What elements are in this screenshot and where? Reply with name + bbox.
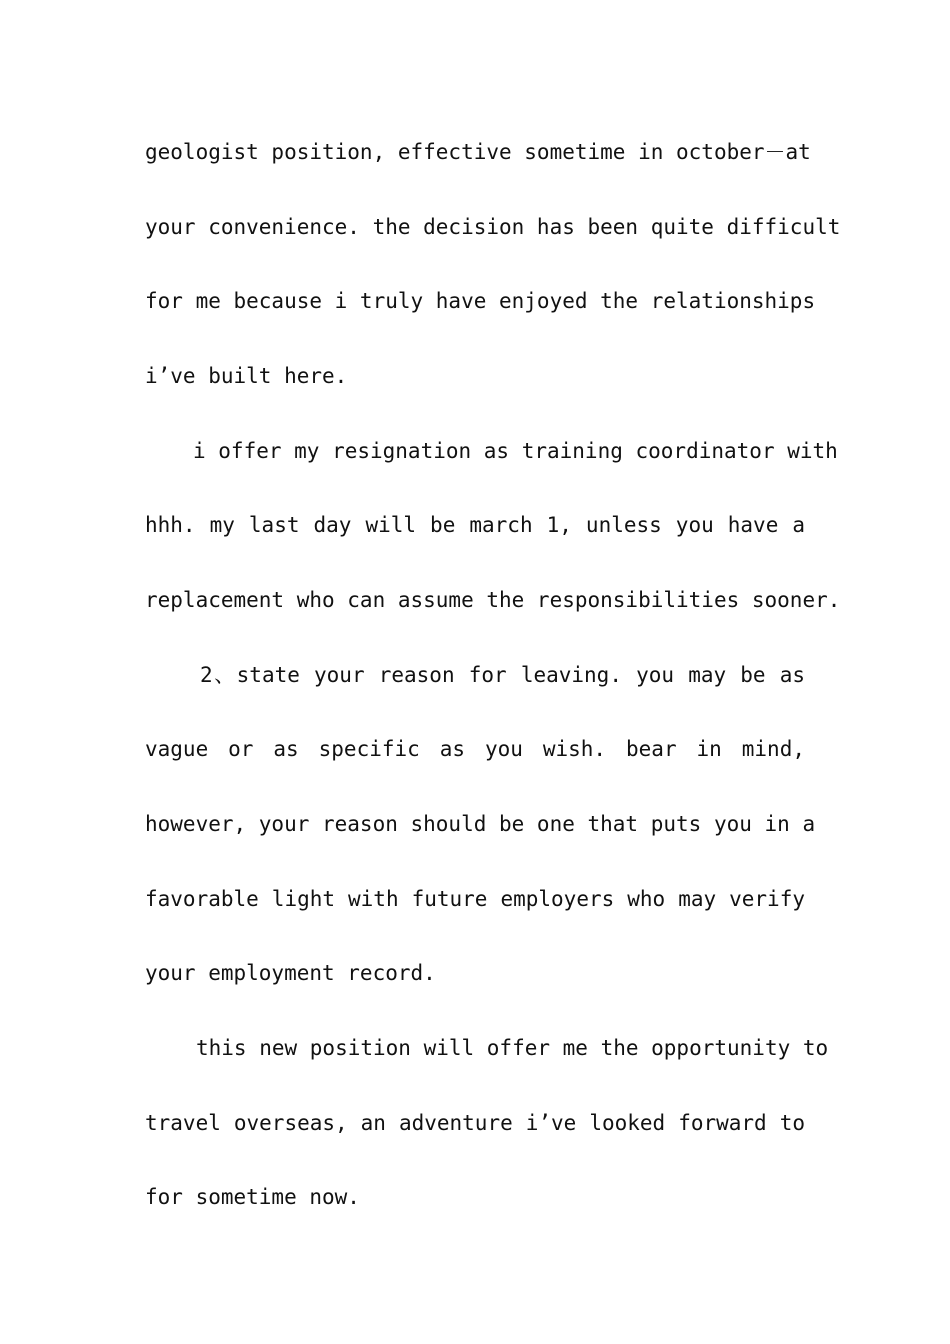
text-line: favorable light with future employers who may verify bbox=[145, 887, 805, 911]
numbered-item-line: 2、state your reason for leaving. you may be as bbox=[200, 663, 805, 687]
text-line: your convenience. the decision has been quite difficult bbox=[145, 215, 841, 239]
text-line: vague or as specific as you wish. bear in mind, bbox=[145, 737, 805, 761]
paragraph-first-line: i offer my resignation as training coordinator with bbox=[193, 439, 838, 463]
text-line: your employment record. bbox=[145, 961, 436, 985]
text-line: however, your reason should be one that puts you in a bbox=[145, 812, 816, 836]
text-line: geologist position, effective sometime in october－at bbox=[145, 140, 811, 164]
text-line: for me because i truly have enjoyed the relationships bbox=[145, 289, 816, 313]
text-line: replacement who can assume the responsibilities sooner. bbox=[145, 588, 841, 612]
text-line: hhh. my last day will be march 1, unless you have a bbox=[145, 513, 805, 537]
text-line: for sometime now. bbox=[145, 1185, 360, 1209]
paragraph-first-line: this new position will offer me the opportunity to bbox=[196, 1036, 829, 1060]
text-line: travel overseas, an adventure i’ve looked forward to bbox=[145, 1111, 805, 1135]
text-line: i’ve built here. bbox=[145, 364, 348, 388]
